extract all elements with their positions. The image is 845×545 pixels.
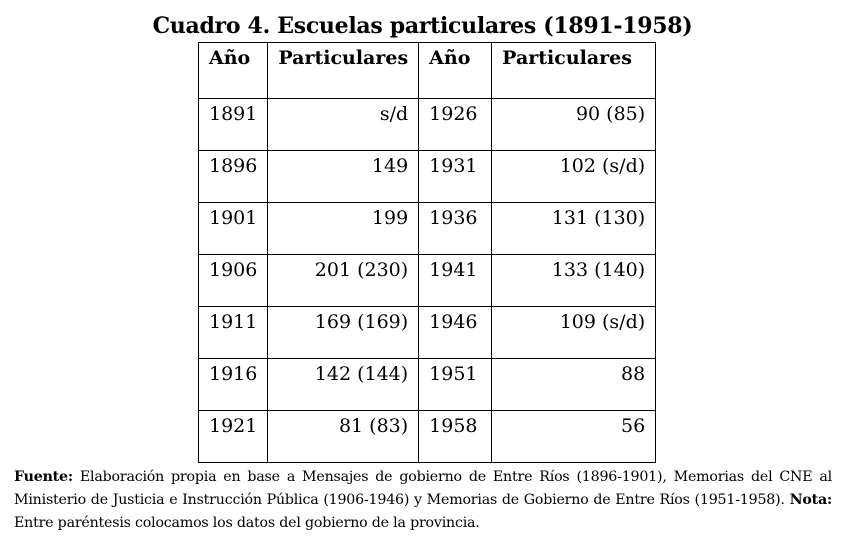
- note-text: Entre paréntesis colocamos los datos del gobierno de la provincia.: [14, 515, 480, 531]
- header-year-2: Año: [419, 43, 492, 99]
- table-cell: 88: [492, 359, 656, 411]
- note-label: Nota:: [789, 492, 832, 508]
- table-cell: 1901: [199, 203, 268, 255]
- table-cell: 1931: [419, 151, 492, 203]
- table-cell: 1946: [419, 307, 492, 359]
- table-cell: 56: [492, 411, 656, 463]
- table-row: [199, 99, 656, 151]
- source-note: [14, 466, 832, 535]
- table-cell: 1906: [199, 255, 268, 307]
- table-cell: 102 (s/d): [492, 151, 656, 203]
- table-title: Cuadro 4. Escuelas particulares (1891-1958): [152, 13, 693, 39]
- table-row: [199, 203, 656, 255]
- table-cell: 142 (144): [268, 359, 419, 411]
- table-cell: 1891: [199, 99, 268, 151]
- header-year-1: Año: [199, 43, 268, 99]
- table-cell: 1896: [199, 151, 268, 203]
- table-row: [199, 411, 656, 463]
- table-cell: 1936: [419, 203, 492, 255]
- table-cell: 109 (s/d): [492, 307, 656, 359]
- source-text: Elaboración propia en base a Mensajes de gobierno de Entre Ríos (1896-1901), Memorias del CNE al Ministerio de Justicia e Instrucción Pública (1906-1946) y Memorias de Gobierno de Entre Ríos (1951-1958).: [14, 469, 832, 508]
- table-cell: 199: [268, 203, 419, 255]
- table-cell: 1951: [419, 359, 492, 411]
- table-cell: 169 (169): [268, 307, 419, 359]
- header-particulares-2: Particulares: [492, 43, 656, 99]
- table-cell: 81 (83): [268, 411, 419, 463]
- table-cell: s/d: [268, 99, 419, 151]
- table-cell: 1926: [419, 99, 492, 151]
- header-particulares-1: Particulares: [268, 43, 419, 99]
- table-row: [199, 255, 656, 307]
- table-cell: 1941: [419, 255, 492, 307]
- table-cell: 90 (85): [492, 99, 656, 151]
- schools-table: [198, 42, 656, 463]
- table-cell: 201 (230): [268, 255, 419, 307]
- table-row: [199, 359, 656, 411]
- table-cell: 1921: [199, 411, 268, 463]
- table-row: [199, 307, 656, 359]
- table-cell: 1958: [419, 411, 492, 463]
- table-cell: 1916: [199, 359, 268, 411]
- source-label: Fuente:: [14, 469, 73, 485]
- table-cell: 1911: [199, 307, 268, 359]
- table-row: [199, 151, 656, 203]
- table-cell: 131 (130): [492, 203, 656, 255]
- table-header-row: [199, 43, 656, 99]
- table-cell: 133 (140): [492, 255, 656, 307]
- table-cell: 149: [268, 151, 419, 203]
